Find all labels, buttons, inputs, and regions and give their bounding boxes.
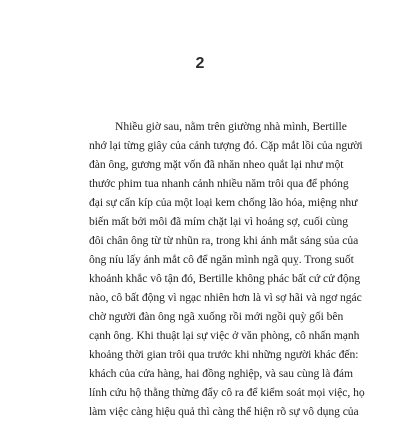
text-line: làm việc càng hiệu quả thì càng thể hiện rõ sự vô dụng của bbox=[89, 405, 359, 418]
chapter-body-text bbox=[89, 117, 365, 421]
text-line: nào, cô bất động vì ngạc nhiên hơn là vì sợ hãi và ngơ ngác bbox=[89, 291, 362, 304]
text-line: Nhiều giờ sau, nằm trên giường nhà mình, Bertille bbox=[115, 120, 347, 133]
text-line: đại sự cấn kíp của một loại kem chống lão hóa, miệng như bbox=[89, 196, 358, 209]
text-line: ông níu lấy ánh mắt cô để ngăn mình ngã quỵ. Trong suốt bbox=[89, 253, 354, 266]
text-line: lính cứu hộ thằng thừng đẩy cô ra để kiểm soát mọi việc, họ bbox=[89, 386, 365, 399]
text-line: chờ người đàn ông ngã xuống rồi mới ngồi quỳ gối bên bbox=[89, 310, 344, 323]
text-line: nhớ lại từng giây của cảnh tượng đó. Cặp mắt lồi của người bbox=[89, 139, 363, 152]
text-line: đôi chân ông từ từ nhũn ra, trong khi ánh mắt sáng sủa của bbox=[89, 234, 359, 247]
text-line: khách của cửa hàng, hai đồng nghiệp, và sau cùng là đám bbox=[89, 367, 353, 380]
text-line: biến mất bởi môi đã mím chặt lại vì hoảng sợ, cuối cùng bbox=[89, 215, 349, 228]
text-line: khoảnh khắc vô tận đó, Bertille không phác bất cứ cử động bbox=[89, 272, 361, 285]
text-line: khoảng thời gian trôi qua trước khi những người khác đến: bbox=[89, 348, 359, 361]
text-line: cạnh ông. Khi thuật lại sự việc ở văn phòng, cô nhấn mạnh bbox=[89, 329, 360, 342]
text-line: đàn ông, gương mặt vốn đã nhăn nheo quắt lại như một bbox=[89, 158, 344, 171]
text-line: thước phim tua nhanh cảnh nhiều năm trôi qua để phóng bbox=[89, 177, 349, 190]
chapter-number: 2 bbox=[195, 55, 205, 72]
